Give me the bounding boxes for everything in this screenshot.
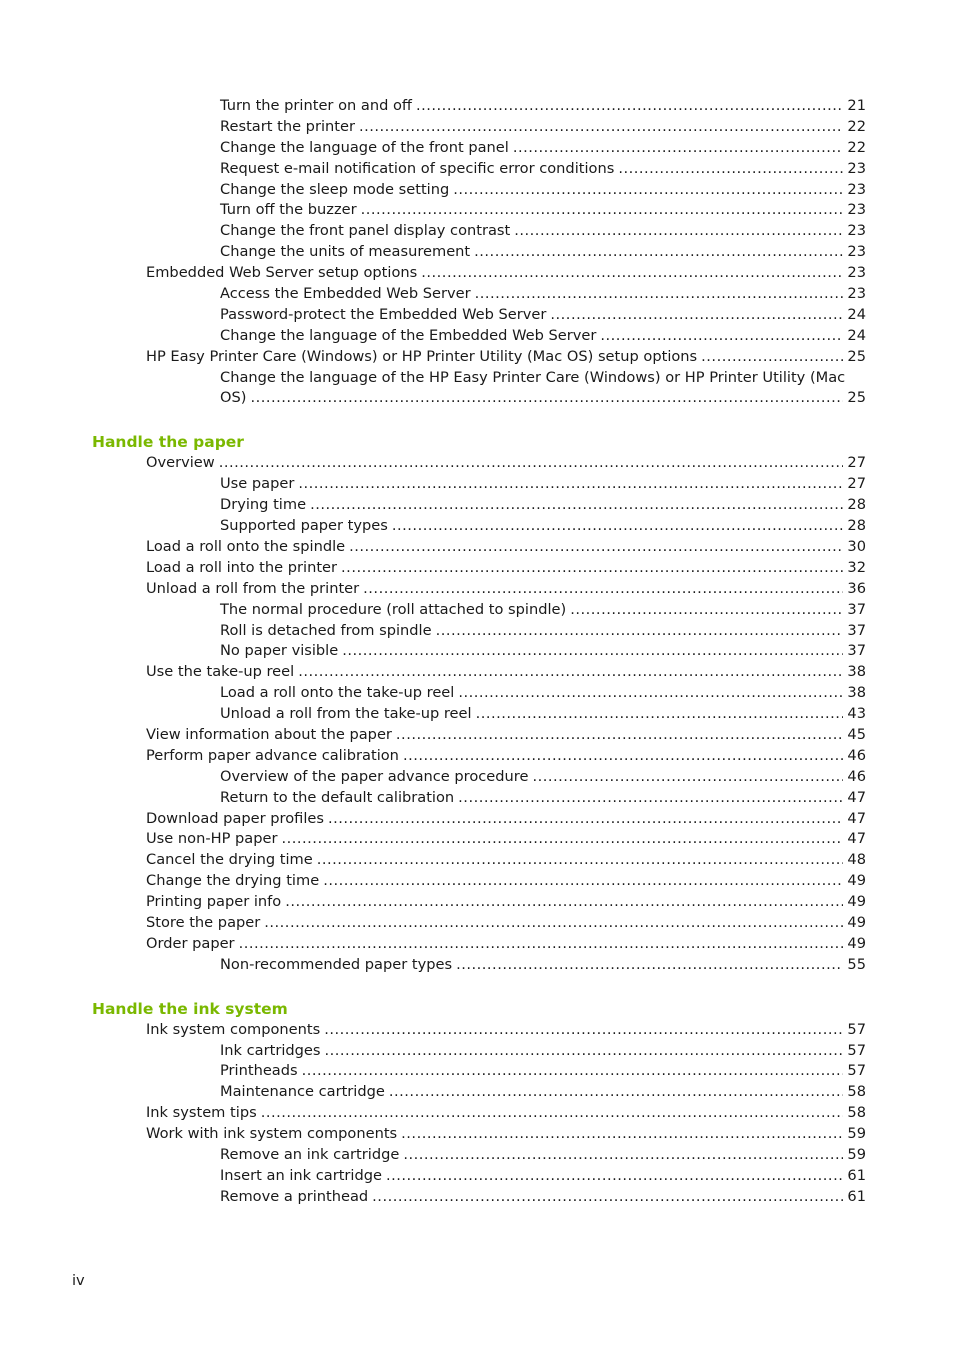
dot-leader — [403, 1145, 843, 1166]
toc-entry-page-number: 55 — [847, 955, 866, 973]
toc-entry-title: Ink system components — [146, 1020, 321, 1038]
dot-leader — [532, 767, 843, 788]
toc-entry[interactable] — [146, 850, 866, 871]
toc-entry[interactable] — [146, 913, 866, 934]
toc-entry-page-number: 27 — [847, 475, 866, 493]
toc-entry-page-number: 61 — [847, 1187, 866, 1205]
toc-entry-page-number: 48 — [847, 851, 866, 869]
toc-entry-page-number: 28 — [847, 496, 866, 514]
toc-entry-page-number: 49 — [847, 913, 866, 931]
dot-leader — [324, 1020, 843, 1041]
dot-leader — [342, 641, 843, 662]
toc-entry[interactable] — [220, 117, 866, 138]
toc-entry-page-number: 27 — [847, 454, 866, 472]
toc-entry[interactable] — [220, 242, 866, 263]
toc-entry[interactable] — [220, 621, 866, 642]
toc-entry-page-number: 23 — [847, 180, 866, 198]
dot-leader — [361, 200, 844, 221]
toc-entry-page-number: 22 — [847, 138, 866, 156]
toc-entry-title: Change the language of the HP Easy Printer Care (Windows) or HP Printer Utility (Mac — [220, 368, 846, 386]
dot-leader — [349, 537, 843, 558]
section-heading[interactable]: Handle the ink system — [92, 999, 288, 1018]
toc-entry-title: Overview of the paper advance procedure — [220, 767, 529, 785]
toc-entry[interactable] — [220, 1145, 866, 1166]
dot-leader — [458, 683, 843, 704]
toc-entry[interactable] — [220, 305, 866, 326]
toc-entry-page-number: 25 — [847, 389, 866, 407]
dot-leader — [401, 1124, 843, 1145]
dot-leader — [476, 704, 844, 725]
toc-entry[interactable] — [146, 829, 866, 850]
toc-entry[interactable] — [220, 641, 866, 662]
dot-leader — [550, 305, 843, 326]
toc-entry-page-number: 57 — [847, 1041, 866, 1059]
toc-entry[interactable] — [146, 1124, 866, 1145]
dot-leader — [416, 96, 843, 117]
toc-entry-title: Turn the printer on and off — [220, 97, 412, 114]
toc-entry-page-number: 57 — [847, 1020, 866, 1038]
dot-leader — [250, 388, 843, 409]
toc-entry-title: Change the sleep mode setting — [220, 180, 450, 198]
dot-leader — [475, 284, 844, 305]
toc-entry-page-number: 37 — [847, 642, 866, 660]
toc-entry-title: Order paper — [146, 934, 235, 952]
toc-entry[interactable] — [220, 96, 866, 117]
toc-entry[interactable] — [220, 788, 866, 809]
dot-leader — [392, 516, 844, 537]
toc-entry-title: Request e-mail notification of specific error conditions — [220, 159, 615, 177]
toc-entry-title: Ink system tips — [146, 1104, 257, 1122]
dot-leader — [474, 242, 843, 263]
toc-entry-title: Load a roll onto the take-up reel — [220, 684, 455, 702]
dot-leader — [386, 1166, 843, 1187]
toc-entry-page-number: 46 — [847, 746, 866, 764]
toc-entry-page-number: 47 — [847, 788, 866, 806]
dot-leader — [302, 1061, 844, 1082]
toc-entry-page-number: 59 — [847, 1145, 866, 1163]
toc-entry-title: Change the language of the Embedded Web Server — [220, 326, 597, 344]
toc-entry[interactable] — [220, 1166, 866, 1187]
toc-entry-page-number: 43 — [847, 705, 866, 723]
toc-entry[interactable] — [146, 934, 866, 955]
toc-entry[interactable] — [220, 1041, 866, 1062]
toc-entry[interactable] — [220, 516, 866, 537]
dot-leader — [514, 221, 843, 242]
toc-entry[interactable] — [220, 1187, 866, 1208]
dot-leader — [389, 1082, 844, 1103]
toc-entry[interactable] — [220, 474, 866, 495]
toc-entry[interactable] — [146, 537, 866, 558]
toc-entry-title: Non-recommended paper types — [220, 955, 453, 973]
toc-entry-page-number: 49 — [847, 934, 866, 952]
toc-entry-page-number: 49 — [847, 872, 866, 890]
dot-leader — [421, 263, 843, 284]
toc-entry[interactable] — [146, 809, 866, 830]
toc-entry[interactable] — [220, 1061, 866, 1082]
dot-leader — [310, 495, 843, 516]
dot-leader — [261, 1103, 844, 1124]
toc-entry[interactable] — [146, 662, 866, 683]
toc-entry-title: Work with ink system components — [146, 1125, 398, 1143]
dot-leader — [458, 788, 843, 809]
dot-leader — [513, 138, 844, 159]
toc-entry-page-number: 38 — [847, 663, 866, 681]
toc-entry-title: Change the language of the front panel — [220, 138, 509, 156]
page-number-footer: iv — [72, 1272, 85, 1289]
toc-entry[interactable] — [146, 1103, 866, 1124]
dot-leader — [323, 871, 843, 892]
toc-entry-page-number: 49 — [847, 893, 866, 911]
toc-entry-page-number: 37 — [847, 600, 866, 618]
toc-entry-page-number: 45 — [847, 725, 866, 743]
dot-leader — [570, 600, 843, 621]
toc-entry-title: The normal procedure (roll attached to spindle) — [220, 600, 567, 618]
toc-entry-title: Load a roll into the printer — [146, 558, 338, 576]
toc-entry-page-number: 36 — [847, 579, 866, 597]
toc-entry-page-number: 23 — [847, 159, 866, 177]
toc-entry-title: Change the front panel display contrast — [220, 222, 511, 240]
dot-leader — [325, 1041, 844, 1062]
toc-entry[interactable] — [146, 746, 866, 767]
toc-entry[interactable] — [146, 453, 866, 474]
toc-entry-page-number: 24 — [847, 326, 866, 344]
toc-entry-title: Download paper profiles — [146, 809, 324, 827]
toc-entry-title: HP Easy Printer Care (Windows) or HP Printer Utility (Mac OS) setup options — [146, 347, 698, 365]
toc-entry[interactable] — [146, 892, 866, 913]
toc-entry-page-number: 23 — [847, 222, 866, 240]
dot-leader — [396, 725, 844, 746]
toc-entry[interactable] — [220, 368, 866, 410]
toc-entry-page-number: 61 — [847, 1166, 866, 1184]
toc-entry[interactable] — [146, 1020, 866, 1041]
dot-leader — [456, 955, 843, 976]
dot-leader — [600, 326, 843, 347]
toc-entry[interactable] — [146, 558, 866, 579]
toc-entry[interactable] — [220, 159, 866, 180]
toc-entry-page-number: 59 — [847, 1125, 866, 1143]
dot-leader — [359, 117, 843, 138]
dot-leader — [701, 347, 843, 368]
toc-entry-title: Drying time — [220, 496, 307, 514]
toc-entry-title: Turn off the buzzer — [220, 201, 357, 219]
toc-entry-title: Perform paper advance calibration — [146, 746, 399, 764]
toc-entry-page-number: 46 — [847, 767, 866, 785]
toc-entry-page-number: 28 — [847, 517, 866, 535]
toc-entry-page-number: 22 — [847, 117, 866, 135]
toc-entry-title: Insert an ink cartridge — [220, 1166, 382, 1184]
toc-entry-title: Printheads — [220, 1062, 298, 1080]
toc-entry[interactable] — [220, 683, 866, 704]
toc-entry-page-number: 23 — [847, 285, 866, 303]
toc-entry-page-number: 58 — [847, 1104, 866, 1122]
toc-entry[interactable] — [220, 326, 866, 347]
toc-entry-page-number: 21 — [847, 97, 866, 114]
toc-entry-page-number: 23 — [847, 243, 866, 261]
toc-entry[interactable] — [220, 180, 866, 201]
toc-entry[interactable] — [146, 263, 866, 284]
toc-entry-title: Restart the printer — [220, 117, 355, 135]
dot-leader — [264, 913, 843, 934]
toc-entry-page-number: 47 — [847, 809, 866, 827]
toc-entry-title: Use paper — [220, 475, 295, 493]
dot-leader — [436, 621, 844, 642]
toc-entry[interactable] — [146, 579, 866, 600]
toc-entry-title: Store the paper — [146, 913, 261, 931]
toc-entry-title: Embedded Web Server setup options — [146, 264, 418, 282]
toc-entry[interactable] — [146, 725, 866, 746]
dot-leader — [618, 159, 843, 180]
toc-entry-page-number: 24 — [847, 305, 866, 323]
toc-entry[interactable] — [220, 138, 866, 159]
dot-leader — [317, 850, 844, 871]
toc-entry-title: Return to the default calibration — [220, 788, 455, 806]
dot-leader — [285, 892, 843, 913]
toc-entry[interactable] — [220, 221, 866, 242]
toc-entry-title: No paper visible — [220, 642, 339, 660]
dot-leader — [298, 474, 843, 495]
toc-entry[interactable] — [146, 871, 866, 892]
dot-leader — [453, 180, 843, 201]
toc-entry[interactable] — [220, 200, 866, 221]
dot-leader — [219, 453, 844, 474]
toc-entry-title: Access the Embedded Web Server — [220, 285, 471, 303]
toc-entry-title: Remove a printhead — [220, 1187, 369, 1205]
toc-entry-page-number: 58 — [847, 1083, 866, 1101]
toc-entry-title: Maintenance cartridge — [220, 1083, 385, 1101]
toc-entry[interactable] — [146, 347, 866, 368]
toc-entry-page-number: 23 — [847, 264, 866, 282]
toc-entry-title: Printing paper info — [146, 893, 282, 911]
toc-entry-title: Load a roll onto the spindle — [146, 537, 346, 555]
toc-entry-title: Unload a roll from the take-up reel — [220, 705, 472, 723]
toc-entry[interactable] — [220, 600, 866, 621]
toc-entry[interactable] — [220, 495, 866, 516]
dot-leader — [239, 934, 844, 955]
toc-entry-title: Remove an ink cartridge — [220, 1145, 400, 1163]
toc-entry-title: Cancel the drying time — [146, 851, 313, 869]
toc-entry-title: Roll is detached from spindle — [220, 621, 432, 639]
toc-entry-page-number: 37 — [847, 621, 866, 639]
toc-entry-page-number: 30 — [847, 537, 866, 555]
toc-entry-page-number: 23 — [847, 201, 866, 219]
dot-leader — [298, 662, 843, 683]
toc-entry-title: Use the take-up reel — [146, 663, 295, 681]
toc-entry-title: Overview — [146, 454, 215, 472]
dot-leader — [403, 746, 843, 767]
toc-entry[interactable] — [220, 955, 866, 976]
toc-page — [0, 96, 954, 1208]
toc-entry-page-number: 47 — [847, 830, 866, 848]
toc-entry[interactable] — [220, 767, 866, 788]
toc-entry-title: Change the drying time — [146, 872, 320, 890]
toc-entry-title: Ink cartridges — [220, 1041, 321, 1059]
toc-entry-title: Supported paper types — [220, 517, 388, 535]
dot-leader — [341, 558, 843, 579]
toc-entry[interactable] — [220, 704, 866, 725]
toc-entry-page-number: 38 — [847, 684, 866, 702]
toc-entry[interactable] — [220, 284, 866, 305]
section-heading[interactable]: Handle the paper — [92, 433, 244, 452]
toc-entry-title: Change the units of measurement — [220, 243, 471, 261]
toc-entry-title: Unload a roll from the printer — [146, 579, 360, 597]
toc-entry-title: View information about the paper — [146, 725, 392, 743]
toc-entry-page-number: 32 — [847, 558, 866, 576]
dot-leader — [328, 809, 843, 830]
toc-entry[interactable] — [220, 1082, 866, 1103]
dot-leader — [363, 579, 843, 600]
toc-entry-title: Use non-HP paper — [146, 830, 278, 848]
toc-entry-page-number: 25 — [847, 347, 866, 365]
dot-leader — [372, 1187, 843, 1208]
toc-entry-title-continued: OS) — [220, 389, 247, 407]
toc-entry-title: Password-protect the Embedded Web Server — [220, 305, 547, 323]
dot-leader — [281, 829, 843, 850]
toc-entry-page-number: 57 — [847, 1062, 866, 1080]
